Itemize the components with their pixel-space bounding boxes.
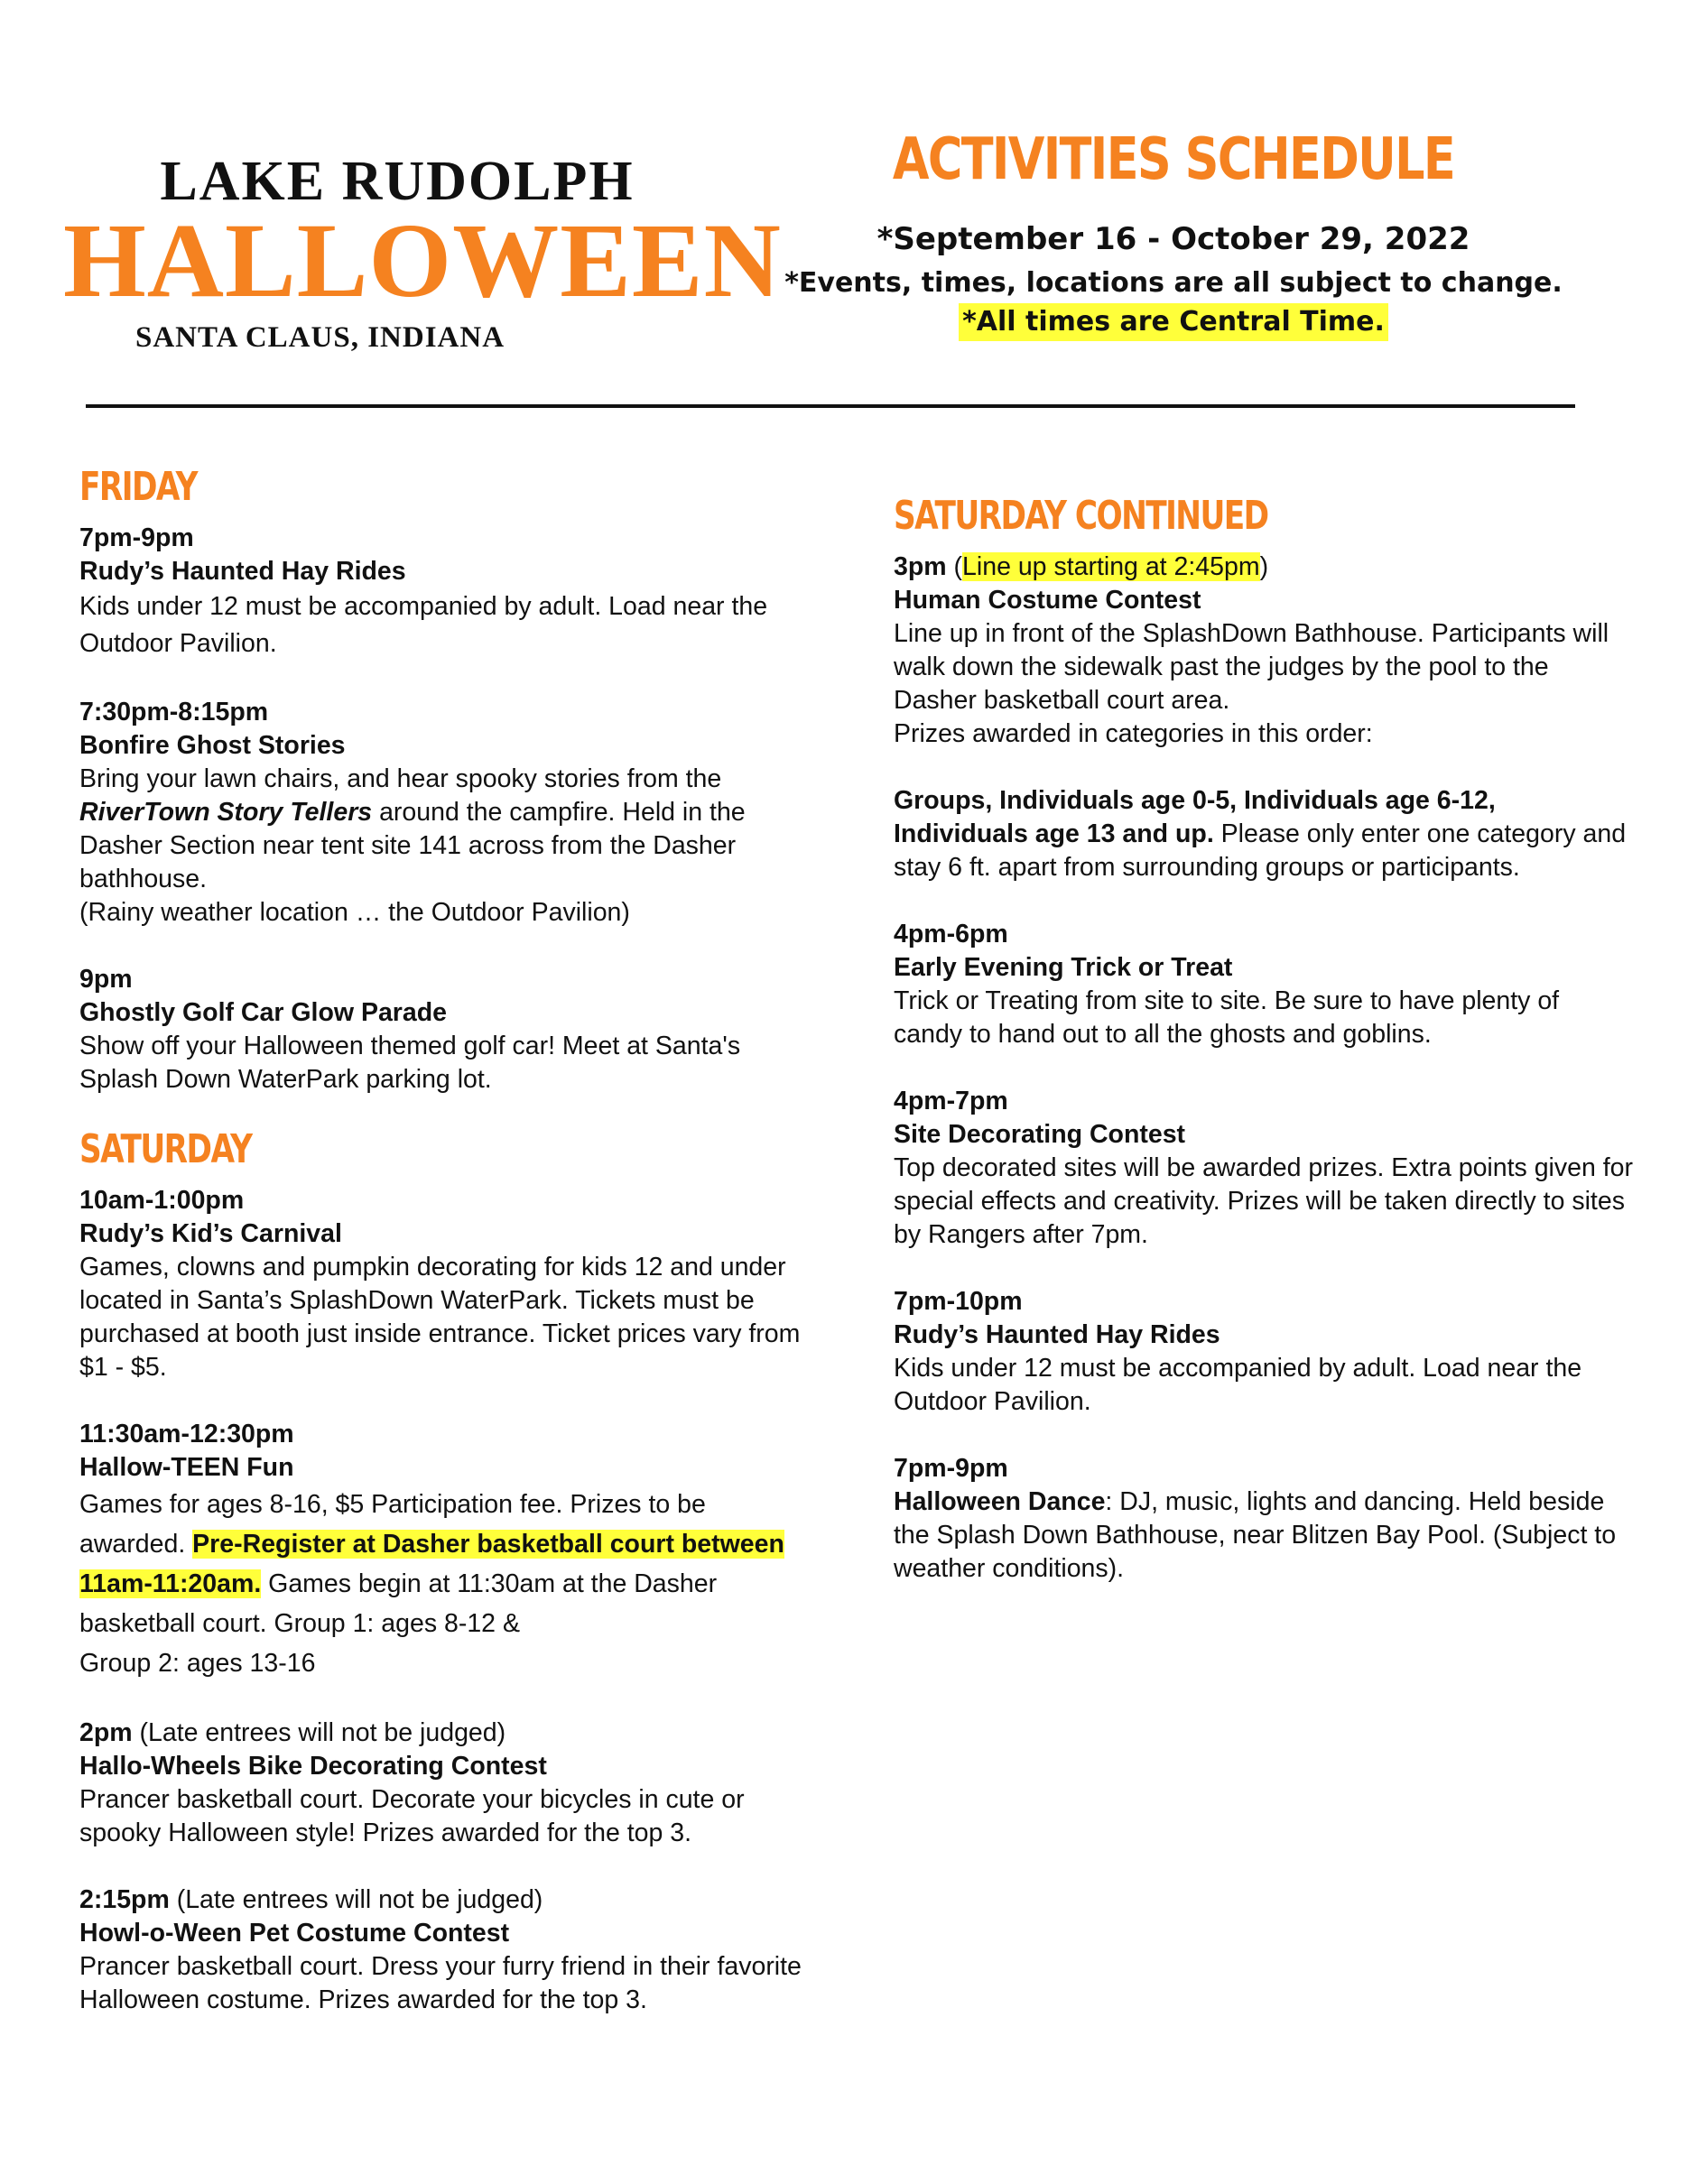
event-site-decorating [894,1085,1634,1252]
event-description [79,763,802,896]
logo-line-lake-rudolph: LAKE RUDOLPH [160,151,635,212]
event-name: Rudy’s Haunted Hay Rides [79,557,406,586]
event-name: Rudy’s Kid’s Carnival [79,1219,342,1248]
event-description: Line up in front of the SplashDown Bathhouse. Participants will walk down the sidewalk past the judges by the pool to the Dasher basketball court area. [894,619,1609,715]
event-description [79,1485,802,1643]
event-description: Trick or Treating from site to site. Be sure to have plenty of candy to hand out to all the ghosts and goblins. [894,986,1560,1049]
event-time-line [894,551,1634,584]
event-description [894,1485,1634,1586]
event-name: Howl-o-Ween Pet Costume Contest [79,1919,510,1948]
event-name: Hallow-TEEN Fun [79,1453,294,1482]
category-info [894,784,1634,884]
lineup-highlight: Line up starting at 2:45pm [962,552,1260,581]
description-text: : DJ, music, lights and dancing. Held beside the Splash Down Bathhouse, near Blitzen Bay Pool. (Subject to weather conditions). [894,1487,1617,1583]
event-description: Kids under 12 must be accompanied by adult. Load near the Outdoor Pavilion. [894,1354,1582,1416]
event-name: Site Decorating Contest [894,1120,1186,1149]
event-time: 2:15pm [79,1885,170,1914]
event-time: 7pm-9pm [894,1454,1008,1483]
event-time-line [79,1883,802,1917]
event-description: Top decorated sites will be awarded prizes. Extra points given for special effects and creativity. Prizes will be taken directly to sites by Rangers after 7pm. [894,1153,1633,1249]
event-name: Hallo-Wheels Bike Decorating Contest [79,1752,547,1781]
event-name: Halloween Dance [894,1487,1106,1516]
logo [63,151,782,355]
event-name: Bonfire Ghost Stories [79,731,346,760]
event-time: 3pm [894,552,947,581]
page-title: ACTIVITIES SCHEDULE [892,126,1455,193]
right-column [894,493,1634,1619]
header-divider [86,404,1575,408]
prize-order: Prizes awarded in categories in this order: [894,719,1373,748]
event-time: 9pm [79,965,133,994]
event-saturday-hay-rides [894,1285,1634,1419]
event-time: 7:30pm-8:15pm [79,698,269,726]
saturday-heading: SATURDAY [79,1126,252,1172]
event-friday-ghost-stories [79,696,802,930]
event-name: Human Costume Contest [894,586,1201,615]
left-column [79,464,802,2050]
time-note-close: ) [1259,552,1269,581]
event-time: 10am-1:00pm [79,1186,245,1215]
event-time-line [79,1717,802,1750]
event-time: 2pm [79,1718,133,1747]
description-text: around the campfire. Held in the Dasher Section near tent site 141 across from the Dasher bathhouse. [79,798,746,893]
schedule-header [758,126,1589,341]
storytellers-name: RiverTown Story Tellers [79,798,373,827]
event-saturday-bike-contest [79,1717,802,1850]
event-friday-hay-rides [79,522,802,662]
event-time: 4pm-6pm [894,920,1008,949]
time-note: (Late entrees will not be judged) [169,1885,543,1914]
event-saturday-teen-fun [79,1418,802,1683]
event-time: 7pm-9pm [79,523,194,552]
event-description: Kids under 12 must be accompanied by adult. Load near the Outdoor Pavilion. [79,592,768,658]
event-trick-or-treat [894,918,1634,1051]
saturday-continued-heading: SATURDAY CONTINUED [894,493,1268,539]
change-notice: *Events, times, locations are all subject to change. [784,267,1563,300]
event-name: Ghostly Golf Car Glow Parade [79,998,448,1027]
event-description: Games, clowns and pumpkin decorating for kids 12 and under located in Santa’s SplashDown WaterPark. Tickets must be purchased at booth just inside entrance. Ticket prices vary from $1 - $5. [79,1253,801,1382]
timezone-notice: *All times are Central Time. [959,303,1388,341]
event-description: Show off your Halloween themed golf car! Meet at Santa's Splash Down WaterPark parking lot. [79,1032,741,1094]
time-note: (Late entrees will not be judged) [132,1718,506,1747]
event-name: Early Evening Trick or Treat [894,953,1233,982]
event-friday-glow-parade [79,963,802,1097]
rain-location: (Rainy weather location … the Outdoor Pavilion) [79,898,630,927]
description-text: Bring your lawn chairs, and hear spooky stories from the [79,764,722,793]
event-costume-contest [894,551,1634,884]
description-text: Games for ages 8-16, $5 Participation fee. Prizes to be awarded. [79,1490,706,1559]
preregister-highlight: Pre-Register at Dasher basketball court between 11am-11:20am. [79,1530,784,1598]
event-saturday-pet-contest [79,1883,802,2017]
description-text: Games begin at 11:30am at the Dasher basketball court. Group 1: ages 8-12 & [79,1569,718,1638]
event-time: 4pm-7pm [894,1087,1008,1115]
event-saturday-carnival [79,1184,802,1384]
categories-list: Groups, Individuals age 0-5, Individuals age 6-12, Individuals age 13 and up. [894,786,1496,848]
friday-heading: FRIDAY [79,464,197,510]
logo-line-location: SANTA CLAUS, INDIANA [135,321,505,354]
description-text: Please only enter one category and stay 6 ft. apart from surrounding groups or participants. [894,819,1627,882]
time-note: ( [946,552,963,581]
event-time: 7pm-10pm [894,1287,1023,1316]
event-halloween-dance [894,1452,1634,1586]
event-description: Prancer basketball court. Dress your furry friend in their favorite Halloween costume. Prizes awarded for the top 3. [79,1952,802,2014]
date-range: *September 16 - October 29, 2022 [876,221,1470,257]
event-time: 11:30am-12:30pm [79,1420,294,1448]
event-description: Prancer basketball court. Decorate your bicycles in cute or spooky Halloween style! Prizes awarded for the top 3. [79,1785,745,1847]
group-info: Group 2: ages 13-16 [79,1649,316,1678]
event-name: Rudy’s Haunted Hay Rides [894,1320,1220,1349]
logo-line-halloween: HALLOWEEN [63,201,782,319]
